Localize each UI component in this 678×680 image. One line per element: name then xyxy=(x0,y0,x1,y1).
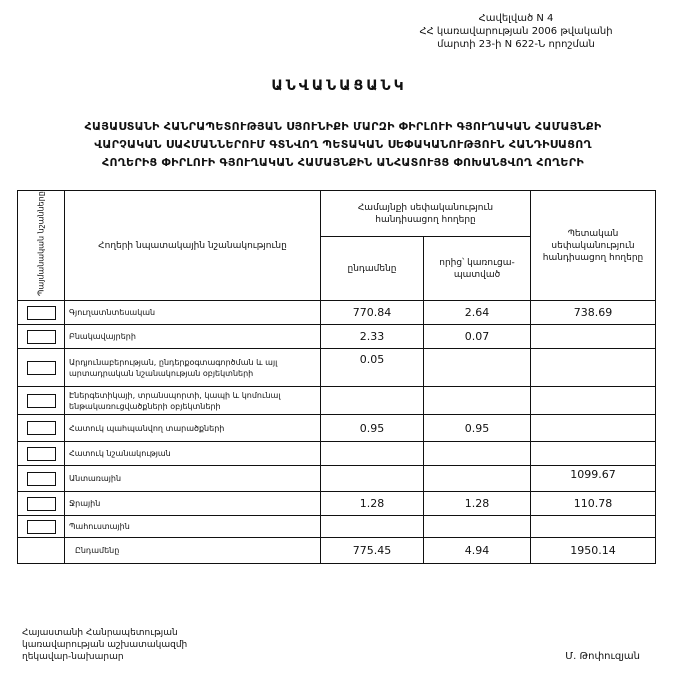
legend-box xyxy=(27,361,56,375)
header-state: Պետական սեփականություն հանդիսացող հողերը xyxy=(531,191,656,301)
total-row xyxy=(18,538,656,564)
row-label: Արդյունաբերության, ընդերքօգտագործման և այլ արտադրական նշանակության օբյեկտների xyxy=(65,349,321,387)
row-label: Անտառային xyxy=(65,466,321,492)
legend-box xyxy=(27,421,56,435)
row-total: 2.33 xyxy=(321,325,424,349)
row-state xyxy=(531,442,656,466)
table-row xyxy=(18,492,656,516)
header-community: Համայնքի սեփականություն հանդիսացող հողերը xyxy=(321,191,531,237)
signatory-line-1: Հայաստանի Հանրապետության xyxy=(22,628,178,638)
table-row xyxy=(18,349,656,387)
legend-box xyxy=(27,330,56,344)
table-row xyxy=(18,301,656,325)
table-row xyxy=(18,415,656,442)
row-built xyxy=(424,349,531,387)
row-total: 0.95 xyxy=(321,415,424,442)
annex-line-3: մարտի 23-ի N 622-Ն որոշման xyxy=(437,39,595,50)
row-total: 770.84 xyxy=(321,301,424,325)
row-total xyxy=(321,387,424,415)
header-purpose: Հողերի նպատակային նշանակությունը xyxy=(65,191,321,301)
row-total xyxy=(321,442,424,466)
row-total: 1.28 xyxy=(321,492,424,516)
row-total xyxy=(321,466,424,492)
row-label: Գյուղատնտեսական xyxy=(65,301,321,325)
signatory-line-3: ղեկավար-նախարար xyxy=(22,652,124,662)
row-state xyxy=(531,349,656,387)
row-built: 2.64 xyxy=(424,301,531,325)
row-state xyxy=(531,387,656,415)
row-built: 1.28 xyxy=(424,492,531,516)
row-state xyxy=(531,516,656,538)
table-row xyxy=(18,325,656,349)
row-built xyxy=(424,442,531,466)
header-total: ընդամենը xyxy=(321,237,424,301)
document-title: ԱՆՎԱՆԱՑԱՆԿ xyxy=(271,78,407,94)
row-label: Ջրային xyxy=(65,492,321,516)
row-label: Հատուկ պահպանվող տարածքների xyxy=(65,415,321,442)
annex-line-2: ՀՀ կառավարության 2006 թվականի xyxy=(419,26,613,37)
row-state: 110.78 xyxy=(531,492,656,516)
land-table xyxy=(17,190,656,564)
row-label: Պահուստային xyxy=(65,516,321,538)
signatory-line-2: կառավարության աշխատակազմի xyxy=(22,640,188,650)
legend-box xyxy=(27,472,56,486)
row-label: Հատուկ նշանակության xyxy=(65,442,321,466)
total-label: Ընդամենը xyxy=(65,538,321,564)
document-subtitle xyxy=(28,118,658,172)
subtitle-line-1: ՀԱՅԱՍՏԱՆԻ ՀԱՆՐԱՊԵՏՈՒԹՅԱՆ ՍՅՈՒՆԻՔԻ ՄԱՐԶԻ ՓԻՐԼՈՒԻ ԳՅՈՒՂԱԿԱՆ ՀԱՄԱՅՆՔԻ xyxy=(84,120,602,133)
row-label: Բնակավայրերի xyxy=(65,325,321,349)
annex-note xyxy=(396,12,636,51)
row-built: 0.07 xyxy=(424,325,531,349)
row-state xyxy=(531,325,656,349)
row-total: 0.05 xyxy=(321,349,424,387)
annex-line-1: Հավելված N 4 xyxy=(478,13,554,24)
legend-box xyxy=(27,520,56,534)
row-state xyxy=(531,415,656,442)
signatory-name: Մ. Թոփուզյան xyxy=(565,651,640,662)
table-row xyxy=(18,387,656,415)
sum-total: 775.45 xyxy=(321,538,424,564)
legend-box xyxy=(27,447,56,461)
legend-box xyxy=(27,306,56,320)
table-row xyxy=(18,466,656,492)
row-state: 1099.67 xyxy=(531,466,656,492)
row-built: 0.95 xyxy=(424,415,531,442)
header-code: Պայմանական նշանները xyxy=(18,191,65,301)
signatory-title xyxy=(22,627,187,663)
row-label: Էներգետիկայի, տրանսպորտի, կապի և կոմունալ ենթակառուցվածքների օբյեկտների xyxy=(65,387,321,415)
subtitle-line-3: ՀՈՂԵՐԻՑ ՓԻՐԼՈՒԻ ԳՅՈՒՂԱԿԱՆ ՀԱՄԱՅՆՔԻՆ ԱՆՀԱՏՈՒՅՑ ՓՈԽԱՆՑՎՈՂ ՀՈՂԵՐԻ xyxy=(102,156,584,169)
row-total xyxy=(321,516,424,538)
table-row xyxy=(18,442,656,466)
header-built: որից՝ կառուցա- պատված xyxy=(424,237,531,301)
row-built xyxy=(424,516,531,538)
sum-state: 1950.14 xyxy=(531,538,656,564)
table-row xyxy=(18,516,656,538)
row-state: 738.69 xyxy=(531,301,656,325)
row-built xyxy=(424,466,531,492)
sum-built: 4.94 xyxy=(424,538,531,564)
subtitle-line-2: ՎԱՐՉԱԿԱՆ ՍԱՀՄԱՆՆԵՐՈՒՄ ԳՏՆՎՈՂ ՊԵՏԱԿԱՆ ՍԵՓԱԿԱՆՈՒԹՅՈՒՆ ՀԱՆԴԻՍԱՑՈՂ xyxy=(94,138,592,151)
row-built xyxy=(424,387,531,415)
legend-box xyxy=(27,497,56,511)
legend-box xyxy=(27,394,56,408)
